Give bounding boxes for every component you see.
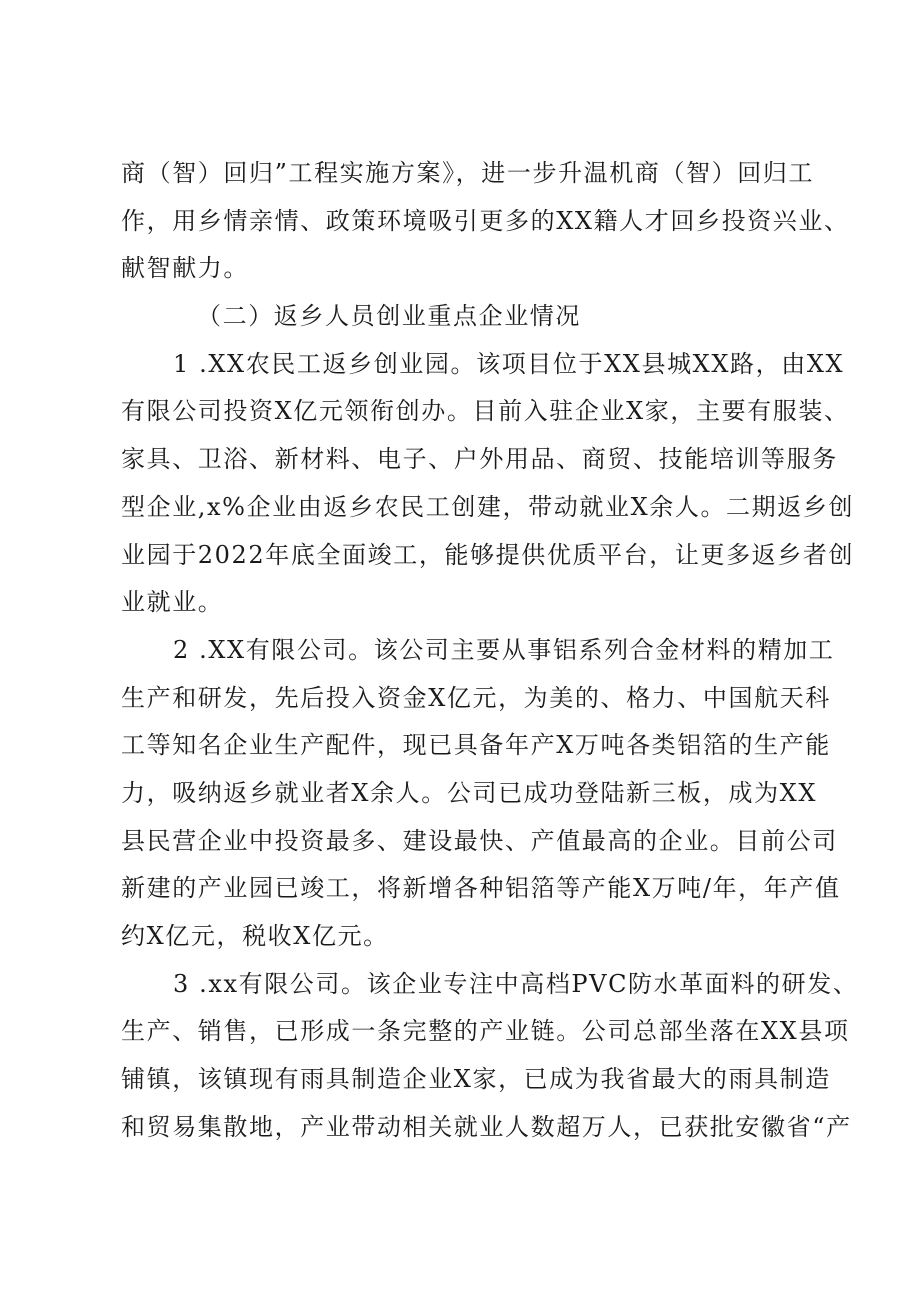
paragraph-line: 型企业,x%企业由返乡农民工创建，带动就业X余人。二期返乡创 [121, 492, 855, 521]
paragraph-line: 生产、销售，已形成一条完整的产业链。公司总部坐落在XX县项 [121, 1017, 850, 1046]
paragraph-line: 3 .xx有限公司。该企业专注中高档PVC防水革面料的研发、 [173, 969, 859, 998]
paragraph-line: 商（智）回归”工程实施方案》，进一步升温机商（智）回归工 [121, 159, 815, 187]
paragraph-line: 约X亿元，税收X亿元。 [121, 922, 389, 950]
paragraph-line: 家具、卫浴、新材料、电子、户外用品、商贸、技能培训等服务 [121, 445, 838, 474]
paragraph-line: 献智献力。 [121, 254, 249, 283]
paragraph-line: 业园于2022年底全面竣工，能够提供优质平台，让更多返乡者创 [121, 540, 855, 569]
paragraph-line: 铺镇，该镇现有雨具制造企业X家，已成为我省最大的雨具制造 [121, 1065, 831, 1094]
paragraph-line: 和贸易集散地，产业带动相关就业人数超万人，已获批安徽省“产 [121, 1112, 852, 1141]
paragraph-line: 县民营企业中投资最多、建设最快、产值最高的企业。目前公司 [121, 826, 838, 855]
paragraph-line: 业就业。 [121, 588, 224, 617]
paragraph-line: 新建的产业园已竣工，将新增各种铝箔等产能X万吨/年，年产值 [121, 874, 841, 903]
paragraph-line: 工等知名企业生产配件，现已具备年产X万吨各类铝箔的生产能 [121, 731, 831, 760]
paragraph-line: 力，吸纳返乡就业者X余人。公司已成功登陆新三板，成为XX [121, 778, 818, 807]
paragraph-line: 2 .XX有限公司。该公司主要从事铝系列合金材料的精加工 [173, 635, 835, 664]
section-heading: （二）返乡人员创业重点企业情况 [197, 302, 581, 331]
paragraph-line: 有限公司投资X亿元领衔创办。目前入驻企业X家，主要有服装、 [121, 397, 850, 426]
paragraph-line: 1 .XX农民工返乡创业园。该项目位于XX县城XX路，由XX [173, 349, 845, 378]
paragraph-line: 作，用乡情亲情、政策环境吸引更多的XX籍人才回乡投资兴业、 [121, 206, 850, 235]
document-body [121, 150, 859, 1151]
paragraph-line: 生产和研发，先后投入资金X亿元，为美的、格力、中国航天科 [121, 683, 831, 712]
